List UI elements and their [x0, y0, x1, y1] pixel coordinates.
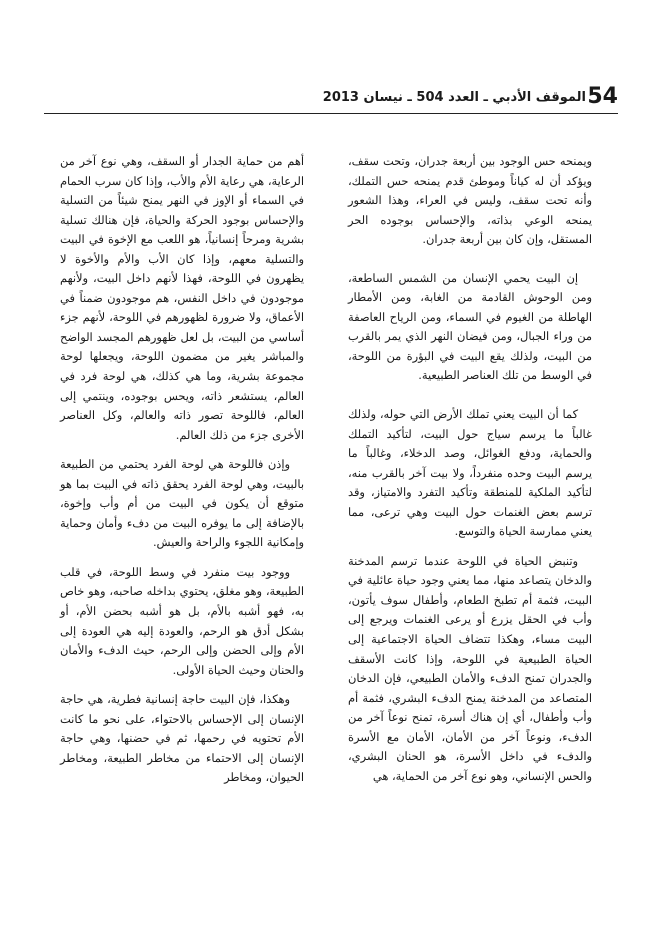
page-header	[44, 84, 618, 114]
header-rule	[44, 113, 618, 114]
running-head: الموقف الأدبي ـ العدد 504 ـ نيسان 2013	[322, 90, 586, 105]
page-number: 54	[587, 84, 618, 109]
paragraph: وإذن فاللوحة هي لوحة الفرد يحتمي من الطبيعة بالبيت، وهي لوحة الفرد يحقق ذاته في البيت بما هو متوقع أن يكون في البيت من أم وأب وإخوة، بالإضافة إلى ما يوفره البيت من دفء وأمان وحماية وإمكانية اللجوء والراحة والعيش.	[60, 457, 304, 550]
paragraph: إن البيت يحمي الإنسان من الشمس الساطعة، ومن الوحوش القادمة من الغابة، ومن الأمطار الهاطلة من الغيوم في السماء، ومن الرياح العاصفة من وراء الجبال، ومن فيضان النهر الذي يمر بالقرب من البيت، ولذلك يقع البيت في البؤرة من اللوحة، في الوسط من تلك العناصر الطبيعية.	[348, 270, 592, 383]
paragraph: وهكذا، فإن البيت حاجة إنسانية فطرية، هي حاجة الإنسان إلى الإحساس بالاحتواء، على نحو ما كانت الأم تحتويه في رحمها، ثم في حضنها، وهي حاجة الإنسان إلى الاحتماء من مخاطر الطبيعة، ومخاطر الحيوان، ومخاطر	[60, 692, 304, 785]
left-column	[60, 152, 304, 788]
right-column	[348, 152, 592, 786]
paragraph: كما أن البيت يعني تملك الأرض التي حوله، ولذلك غالباً ما يرسم سياج حول البيت، لتأكيد التملك والحماية، ودفع الغوائل، وصد الدخلاء، وغالباً ما يرسم البيت وحده منفرداً، ولا بيت آخر بالقرب منه، لتأكيد الملكية للمنطقة وتأكيد التفرد والامتياز، وقد ترسم بعض الغنمات حول البيت وهي ترعى، مما يعني ممارسة الحياة والتوسع.	[348, 407, 592, 539]
paragraph: ويمنحه حس الوجود بين أربعة جدران، وتحت سقف، ويؤكد أن له كياناً وموطئ قدم يمنحه حس التملك، وأنه تحت سقف، وليس في العراء، وهذا الشعور يمنحه الوعي بذاته، والإحساس بوجوده الحر المستقل، وإن كان بين أربعة جدران.	[348, 154, 592, 247]
paragraph: وتنبض الحياة في اللوحة عندما ترسم المدخنة والدخان يتصاعد منها، مما يعني وجود حياة عائلية في البيت، فثمة أم تطبخ الطعام، وأطفال سوف يأتون، وأب في الحقل يزرع أو يرعى الغنمات ويرجع إلى البيت مساء، وهكذا تتضاف الحياة الاجتماعية إلى الحياة الطبيعية في اللوحة، وإذا كانت الأسقف والجدران تمنح الدفء والأمان الطبيعي، فإن الدخان المتصاعد من المدخنة يمنح الدفء البشري، فثمة أم وأب وأطفال، أي إن هناك أسرة، تمنح نوعاً آخر من الدفء، ونوعاً آخر من الأمان، الأمان مع الأسرة والدفء في داخل الأسرة، هو الحنان البشري، والحس الإنساني، وهو نوع آخر من الحماية، هي	[348, 553, 592, 783]
paragraph: ووجود بيت منفرد في وسط اللوحة، في قلب الطبيعة، وهو مغلق، يحتوي بداخله صاحبه، وهو خاص به، فهو أشبه بالأم، بل هو أشبه بحضن الأم، أو بشكل أدق هو الرحم، والعودة إليه هي العودة إلى الأم وإلى الحضن وإلى الرحم، حيث الدفء والأمان والحنان وحيث الحياة الأولى.	[60, 564, 304, 677]
paragraph: أهم من حماية الجدار أو السقف، وهي نوع آخر من الرعاية، هي رعاية الأم والأب، وإذا كان سرب الحمام في السماء أو الإوز في النهر يمنح شيئاً من التسلية والإحساس بوجود الحركة والحياة، فإن هنالك تسلية بشرية ومرحاً إنسانياً، هو اللعب مع الإخوة في البيت والتسلية معهم، وإذا كان الأب والأم والأخوة لا يظهرون في اللوحة، فهذا لأنهم داخل البيت، ولأنهم موجودون في داخل النفس، هم موجودون ضمناً في الأعماق، ولا ضرورة لظهورهم في اللوحة، لأنهم جزء أساسي من البيت، بل لعل ظهورهم المجسد الواضح والمباشر يغير من مضمون اللوحة، ويجعلها لوحة مجموعة بشرية، وما هي كذلك، هي لوحة فرد في العالم، يستشعر ذاته، ويحس بوجوده، وينتمي إلى العالم، فاللوحة تصور ذاته والعالم، وكل العناصر الأخرى جزء من ذلك العالم.	[60, 154, 304, 442]
